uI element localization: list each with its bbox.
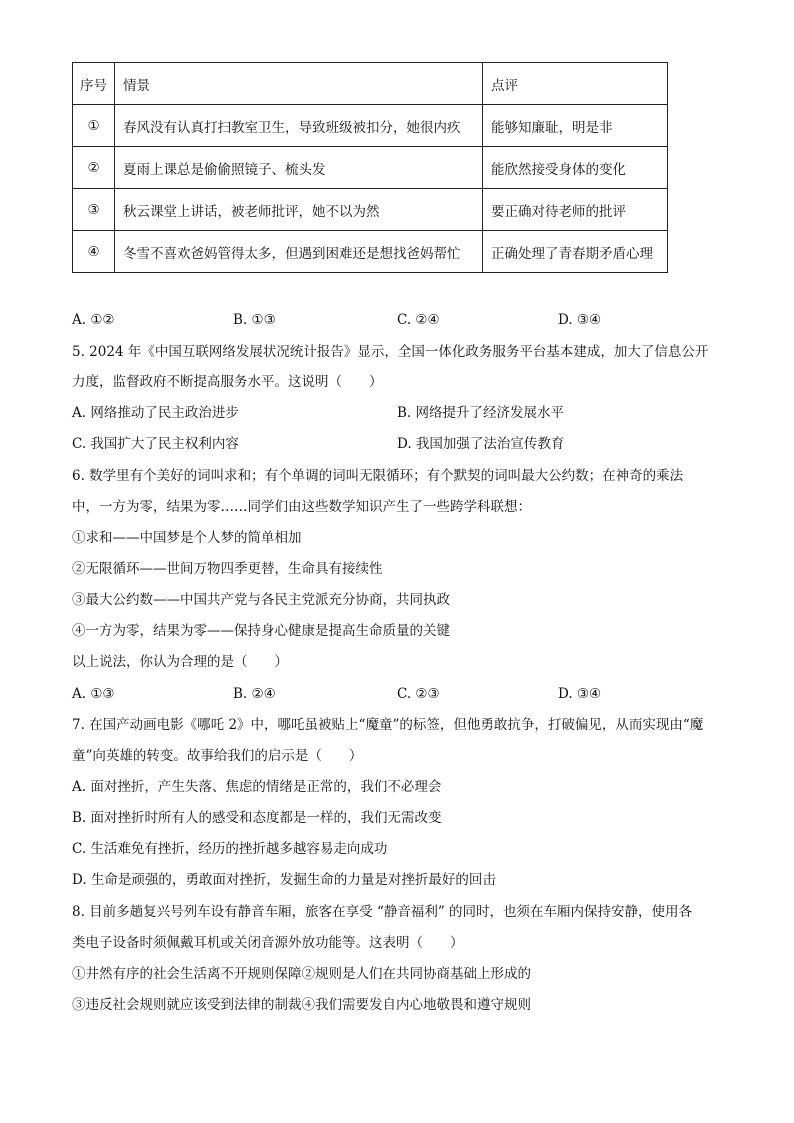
table-header-row <box>73 63 668 105</box>
q6-option-c[interactable]: C. ②③ <box>397 686 440 702</box>
q4-option-c[interactable]: C. ②④ <box>397 312 440 328</box>
q8-items-line1: ①井然有序的社会生活离不开规则保障②规则是人们在共同协商基础上形成的 <box>72 966 531 982</box>
header-number: 序号 <box>73 63 115 105</box>
q5-stem-line1: 5. 2024 年《中国互联网络发展状况统计报告》显示，全国一体化政务服务平台基本建成，加大了信息公开 <box>72 344 709 360</box>
row-scene: 秋云课堂上讲话，被老师批评，她不以为然 <box>115 189 483 231</box>
q6-item-3: ③最大公约数——中国共产党与各民主党派充分协商，共同执政 <box>72 592 450 608</box>
q6-ask: 以上说法，你认为合理的是（ ） <box>72 654 288 670</box>
q7-stem-line2: 童”向英雄的转变。故事给我们的启示是（ ） <box>72 748 363 764</box>
q5-option-c[interactable]: C. 我国扩大了民主权利内容 <box>72 436 239 452</box>
row-comment: 能欣然接受身体的变化 <box>483 147 668 189</box>
q6-item-2: ②无限循环——世间万物四季更替，生命具有接续性 <box>72 561 383 577</box>
q7-stem-line1: 7. 在国产动画电影《哪吒 2》中，哪吒虽被贴上“魔童”的标签，但他勇敢抗争，打破偏见，从而实现由“魔 <box>72 717 704 733</box>
table-row <box>73 231 668 273</box>
scenario-table <box>72 62 668 273</box>
row-number: ③ <box>73 189 115 231</box>
table-row <box>73 189 668 231</box>
q5-stem-line2: 力度，监督政府不断提高服务水平。这说明（ ） <box>72 374 383 390</box>
q7-option-b[interactable]: B. 面对挫折时所有人的感受和态度都是一样的，我们无需改变 <box>72 810 442 826</box>
table-row <box>73 147 668 189</box>
row-comment: 正确处理了青春期矛盾心理 <box>483 231 668 273</box>
q6-option-b[interactable]: B. ②④ <box>233 686 276 702</box>
header-comment: 点评 <box>483 63 668 105</box>
row-comment: 能够知廉耻，明是非 <box>483 105 668 147</box>
table-row <box>73 105 668 147</box>
q6-item-4: ④一方为零，结果为零——保持身心健康是提高生命质量的关键 <box>72 623 450 639</box>
q6-item-1: ①求和——中国梦是个人梦的简单相加 <box>72 530 302 546</box>
row-number: ② <box>73 147 115 189</box>
q4-option-d[interactable]: D. ③④ <box>558 312 602 328</box>
q6-stem-line2: 中，一方为零，结果为零……同学们由这些数学知识产生了一些跨学科联想： <box>72 499 531 515</box>
row-scene: 夏雨上课总是偷偷照镜子、梳头发 <box>115 147 483 189</box>
row-number: ④ <box>73 231 115 273</box>
q5-option-b[interactable]: B. 网络提升了经济发展水平 <box>397 405 565 421</box>
q6-stem-line1: 6. 数学里有个美好的词叫求和；有个单调的词叫无限循环；有个默契的词叫最大公约数；在神奇的乘法 <box>72 468 684 484</box>
q4-option-b[interactable]: B. ①③ <box>233 312 276 328</box>
q8-items-line2: ③违反社会规则就应该受到法律的制裁④我们需要发自内心地敬畏和遵守规则 <box>72 997 531 1013</box>
q5-option-a[interactable]: A. 网络推动了民主政治进步 <box>72 405 239 421</box>
q8-stem-line1: 8. 目前多趟复兴号列车设有静音车厢，旅客在享受 “静音福利” 的同时，也须在车厢内保持安静，使用各 <box>72 904 693 920</box>
q7-option-a[interactable]: A. 面对挫折，产生失落、焦虑的情绪是正常的，我们不必理会 <box>72 779 442 795</box>
header-scene: 情景 <box>115 63 483 105</box>
row-scene: 冬雪不喜欢爸妈管得太多，但遇到困难还是想找爸妈帮忙 <box>115 231 483 273</box>
q7-option-c[interactable]: C. 生活难免有挫折，经历的挫折越多越容易走向成功 <box>72 841 388 857</box>
row-comment: 要正确对待老师的批评 <box>483 189 668 231</box>
q7-option-d[interactable]: D. 生命是顽强的，勇敢面对挫折，发掘生命的力量是对挫折最好的回击 <box>72 872 496 888</box>
q5-option-d[interactable]: D. 我国加强了法治宣传教育 <box>397 436 565 452</box>
row-number: ① <box>73 105 115 147</box>
q6-option-d[interactable]: D. ③④ <box>558 686 602 702</box>
q8-stem-line2: 类电子设备时须佩戴耳机或关闭音源外放功能等。这表明（ ） <box>72 935 464 951</box>
q6-option-a[interactable]: A. ①③ <box>72 686 115 702</box>
q4-option-a[interactable]: A. ①② <box>72 312 115 328</box>
row-scene: 春风没有认真打扫教室卫生，导致班级被扣分，她很内疚 <box>115 105 483 147</box>
